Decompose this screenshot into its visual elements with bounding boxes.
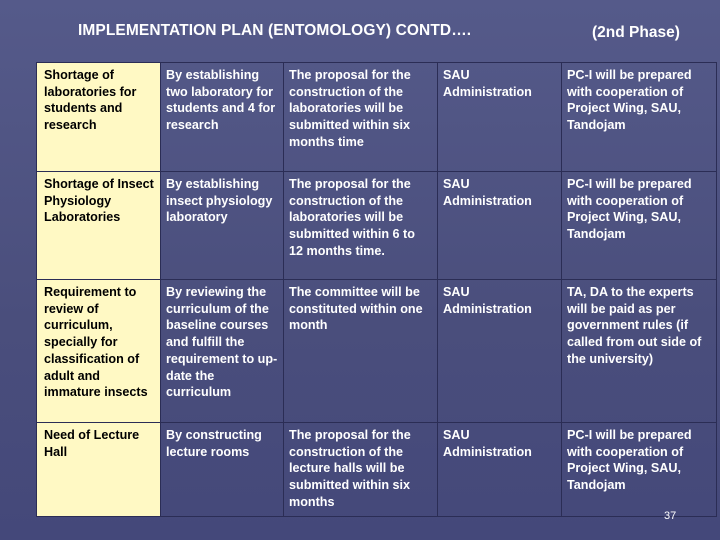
issue-cell: Requirement to review of curriculum, specially for classification of adult and immature insects [37,280,161,423]
slide-title: IMPLEMENTATION PLAN (ENTOMOLOGY) CONTD…. [78,22,472,39]
table-row [37,423,717,517]
timeline-cell: The committee will be constituted within one month [284,280,438,423]
issue-cell: Shortage of laboratories for students and research [37,63,161,172]
responsibility-cell: SAU Administration [438,172,562,280]
action-cell: By constructing lecture rooms [161,423,284,517]
phase-label: (2nd Phase) [592,24,680,41]
issue-cell: Need of Lecture Hall [37,423,161,517]
table-row [37,63,717,172]
remarks-cell: PC-I will be prepared with cooperation of Project Wing, SAU, Tandojam [562,172,717,280]
table-row [37,280,717,423]
responsibility-cell: SAU Administration [438,63,562,172]
timeline-cell: The proposal for the construction of the laboratories will be submitted within 6 to 12 months time. [284,172,438,280]
page-number: 37 [664,510,677,522]
responsibility-cell: SAU Administration [438,280,562,423]
action-cell: By establishing insect physiology laboratory [161,172,284,280]
remarks-cell: PC-I will be prepared with cooperation of Project Wing, SAU, Tandojam [562,63,717,172]
remarks-cell: TA, DA to the experts will be paid as per government rules (if called from out side of the university) [562,280,717,423]
action-cell: By reviewing the curriculum of the baseline courses and fulfill the requirement to up-date the curriculum [161,280,284,423]
action-cell: By establishing two laboratory for students and 4 for research [161,63,284,172]
table-row [37,172,717,280]
implementation-plan-table [36,62,717,517]
issue-cell: Shortage of Insect Physiology Laboratories [37,172,161,280]
timeline-cell: The proposal for the construction of the laboratories will be submitted within six months time [284,63,438,172]
responsibility-cell: SAU Administration [438,423,562,517]
timeline-cell: The proposal for the construction of the lecture halls will be submitted within six months [284,423,438,517]
remarks-cell: PC-I will be prepared with cooperation of Project Wing, SAU, Tandojam [562,423,717,517]
